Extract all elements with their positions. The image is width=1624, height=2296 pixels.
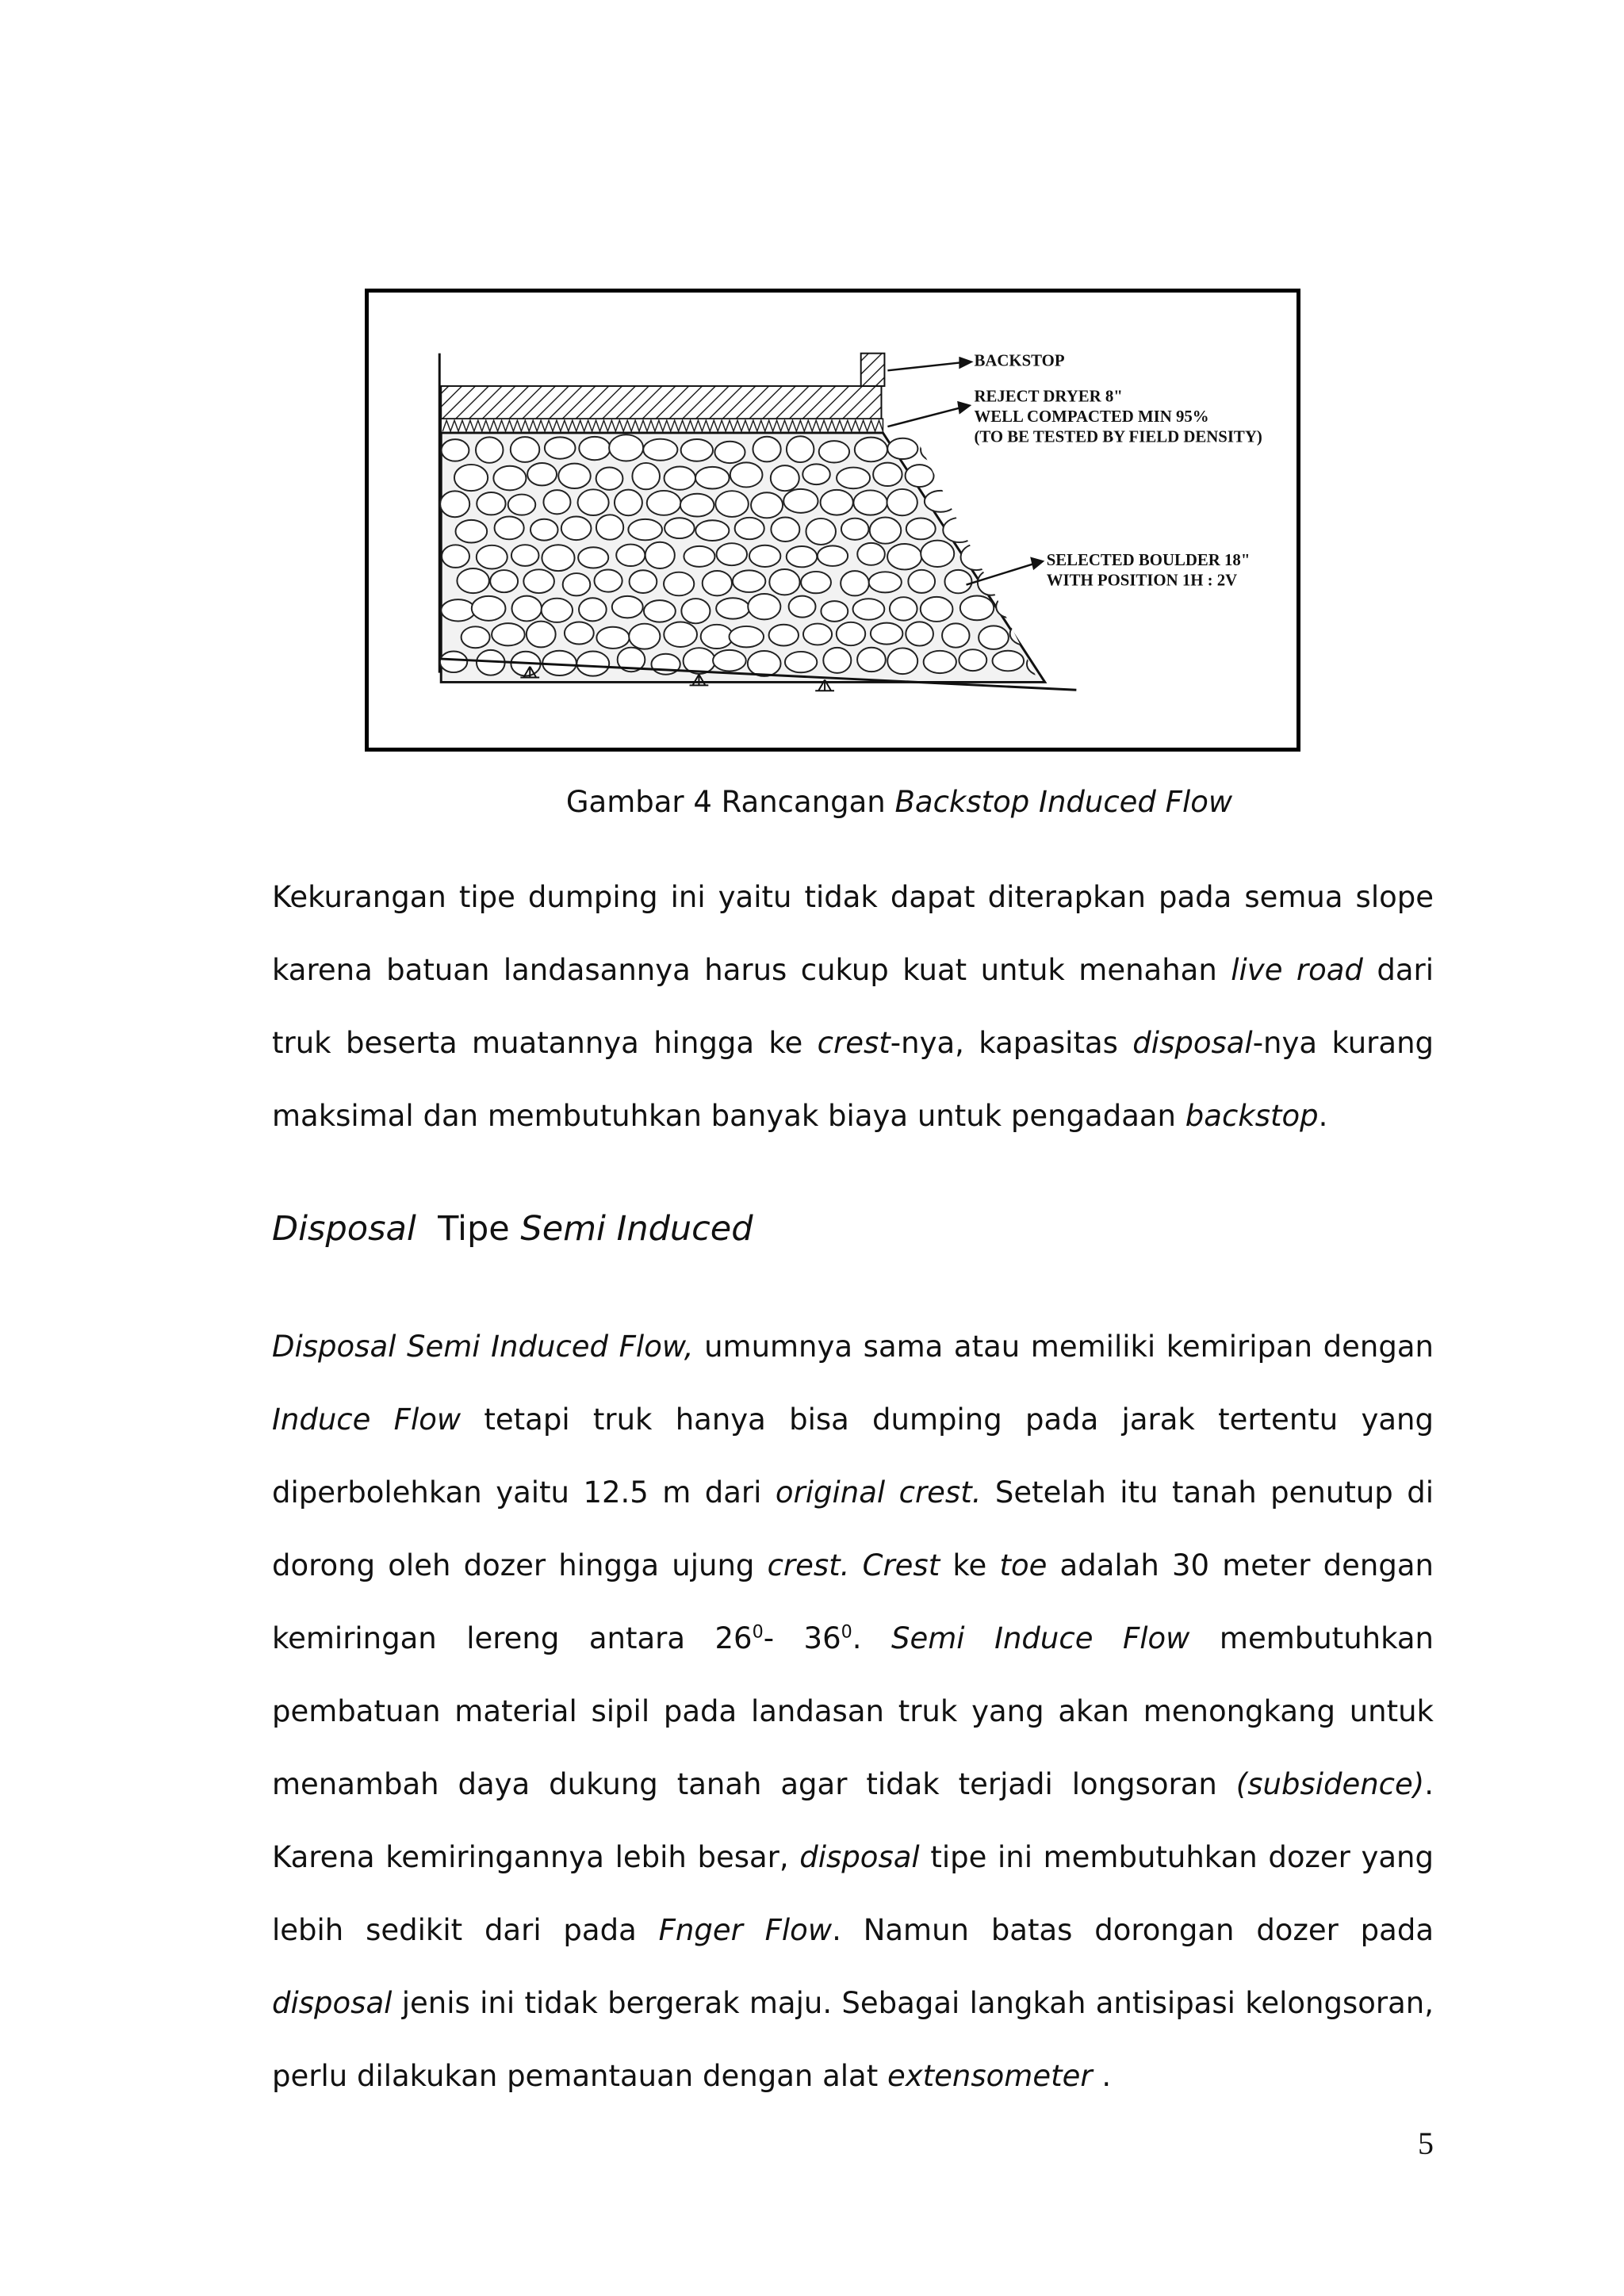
boulder-stone xyxy=(643,439,677,461)
boulder-stone xyxy=(801,572,831,593)
backstop-cross-section-diagram xyxy=(369,293,1297,748)
boulder-stone xyxy=(730,462,763,487)
boulder-stone xyxy=(454,465,488,491)
boulder-stone xyxy=(921,597,953,622)
boulder-stone xyxy=(545,437,576,458)
boulder-stone xyxy=(714,442,745,463)
boulder-stone xyxy=(730,626,764,647)
label-selected-boulder: SELECTED BOULDER 18" xyxy=(1046,552,1251,569)
boulder-stone xyxy=(733,570,765,592)
boulder-stone xyxy=(629,624,660,649)
boulder-stone xyxy=(664,622,697,647)
boulder-stone xyxy=(477,545,508,569)
boulder-stone xyxy=(1027,492,1055,516)
p1-text: . xyxy=(1318,1099,1328,1133)
p1-italic: crest xyxy=(817,1026,891,1060)
boulder-stone xyxy=(596,515,623,539)
boulder-stone xyxy=(703,571,732,595)
p2-text: . xyxy=(852,1621,892,1655)
boulder-stone xyxy=(887,438,917,459)
boulder-stone xyxy=(596,627,629,649)
boulder-stone xyxy=(440,652,467,673)
degree-superscript: 0 xyxy=(752,1621,764,1643)
boulder-stone xyxy=(579,437,610,460)
boulder-stone xyxy=(821,490,853,515)
boulder-stone xyxy=(542,545,574,571)
boulder-stone xyxy=(462,626,490,648)
boulder-stone xyxy=(565,622,594,645)
boulder-stone xyxy=(594,569,622,591)
boulder-stone xyxy=(576,652,609,676)
boulder-stone xyxy=(609,434,643,461)
boulder-stone xyxy=(802,464,830,484)
boulder-stone xyxy=(748,594,780,619)
boulder-stone xyxy=(769,569,799,595)
backstop-design-figure xyxy=(365,289,1300,752)
boulder-stone xyxy=(1028,598,1059,623)
boulder-stone xyxy=(853,490,887,515)
p2-italic: toe xyxy=(999,1548,1048,1582)
boulder-stone xyxy=(476,437,503,462)
boulder-stone xyxy=(647,491,681,515)
p2-text: . Namun batas dorongan dozer pada xyxy=(832,1913,1434,1947)
boulder-stone xyxy=(440,491,469,517)
boulder-stone xyxy=(695,467,730,489)
boulder-stone xyxy=(1014,519,1044,541)
p2-italic: disposal xyxy=(799,1840,920,1874)
boulder-stone xyxy=(543,490,570,514)
p1-text: Kekurangan tipe dumping ini yaitu tidak dapat diterapkan pada semua slope karena batuan landasannya harus cukup kuat untuk menahan xyxy=(272,880,1434,987)
boulder-stone xyxy=(558,464,591,488)
boulder-stone xyxy=(855,438,887,462)
page-number: 5 xyxy=(1418,2126,1434,2161)
boulder-stone xyxy=(998,492,1025,515)
boulder-stone xyxy=(527,463,557,485)
label-field-density: (TO BE TESTED BY FIELD DENSITY) xyxy=(974,428,1262,446)
boulder-stone xyxy=(873,463,902,486)
boulder-stone xyxy=(717,543,747,565)
boulder-stone xyxy=(993,651,1025,672)
boulder-stone xyxy=(803,624,832,645)
boulder-stone xyxy=(511,545,539,566)
boulder-stone xyxy=(823,648,851,673)
heading-italic: Semi Induced xyxy=(520,1209,753,1249)
p2-italic: disposal xyxy=(272,1986,393,2020)
boulder-stone xyxy=(472,596,506,621)
boulder-stone xyxy=(1009,573,1042,594)
boulder-stone xyxy=(870,518,902,544)
boulder-stone xyxy=(906,622,933,645)
boulder-stone xyxy=(783,489,818,513)
boulder-stone xyxy=(818,545,848,566)
boulder-stone xyxy=(887,648,917,674)
p1-italic: live road xyxy=(1231,953,1363,987)
p2-text: - 36 xyxy=(763,1621,841,1655)
boulder-stone xyxy=(716,598,749,618)
boulder-stone xyxy=(578,489,609,515)
boulder-stones xyxy=(440,434,1059,676)
boulder-stone xyxy=(944,570,971,593)
p2-text: adalah 30 meter dengan kemiringan lereng antara 26 xyxy=(272,1548,1434,1655)
boulder-stone xyxy=(979,626,1009,649)
paragraph-semi-induced xyxy=(272,1311,1434,2113)
p2-text: ke xyxy=(940,1548,1000,1582)
p2-text: tetapi truk hanya bisa dumping pada jarak tertentu yang diperbolehkan yaitu 12.5 m dari xyxy=(272,1402,1434,1510)
boulder-stone xyxy=(921,438,952,462)
boulder-stone xyxy=(511,437,540,462)
boulder-stone xyxy=(925,491,956,512)
p2-italic: (subsidence) xyxy=(1235,1767,1425,1801)
boulder-stone xyxy=(749,545,780,567)
p2-text: jenis ini tidak bergerak maju. Sebagai langkah antisipasi kelongsoran, perlu dilakukan pemantauan dengan alat xyxy=(272,1986,1434,2093)
boulder-stone xyxy=(785,652,817,672)
boulder-stone xyxy=(695,520,729,541)
p2-italic: Fnger Flow xyxy=(658,1913,833,1947)
boulder-stone xyxy=(1013,464,1040,489)
boulder-stone xyxy=(869,572,902,592)
boulder-stone xyxy=(769,625,799,646)
boulder-stone xyxy=(644,600,676,622)
p2-italic: Semi Induce Flow xyxy=(891,1621,1190,1655)
p2-italic: Disposal Semi Induced Flow, xyxy=(272,1330,694,1364)
boulder-stone xyxy=(664,572,694,596)
boulder-stone xyxy=(990,545,1021,565)
p1-text: -nya kurang maksimal dan membutuhkan banyak biaya untuk pengadaan xyxy=(272,1026,1434,1133)
boulder-stone xyxy=(753,437,780,462)
boulder-stone xyxy=(508,495,536,515)
p2-italic: Induce Flow xyxy=(272,1402,462,1437)
p1-italic: backstop xyxy=(1185,1099,1319,1133)
figure-caption xyxy=(87,780,1624,825)
boulder-stone xyxy=(441,599,475,621)
paragraph-drawbacks xyxy=(272,861,1434,1153)
boulder-stone xyxy=(578,547,608,568)
boulder-stone xyxy=(680,494,714,517)
boulder-stone xyxy=(665,518,695,538)
boulder-stone xyxy=(806,519,836,545)
boulder-stone xyxy=(944,465,972,485)
boulder-stone xyxy=(477,492,505,515)
boulder-stone xyxy=(645,542,675,568)
p2-italic: original crest. xyxy=(775,1475,982,1510)
boulder-stone xyxy=(821,601,848,622)
degree-superscript: 0 xyxy=(841,1621,852,1643)
boulder-stone xyxy=(837,622,865,645)
boulder-stone xyxy=(495,516,524,539)
boulder-stone xyxy=(442,439,469,461)
boulder-stone xyxy=(841,571,869,595)
p1-italic: disposal xyxy=(1132,1026,1253,1060)
boulder-stone xyxy=(921,541,954,567)
boulder-stone xyxy=(456,520,488,543)
boulder-stone xyxy=(887,489,917,515)
p2-text: . Karena kemiringannya lebih besar, xyxy=(272,1767,1434,1874)
boulder-stone xyxy=(530,519,558,541)
boulder-stone xyxy=(561,517,592,541)
boulder-stone xyxy=(853,599,885,619)
section-heading xyxy=(272,1205,753,1253)
boulder-stone xyxy=(841,519,869,540)
boulder-stone xyxy=(959,649,986,671)
boulder-stone xyxy=(960,595,994,620)
boulder-stone xyxy=(906,519,936,540)
boulder-stone xyxy=(819,441,849,462)
boulder-stone xyxy=(977,464,1007,484)
p2-text: umumnya sama atau memiliki kemiripan dengan xyxy=(693,1330,1434,1364)
boulder-stone xyxy=(961,544,992,570)
boulder-stone xyxy=(612,596,643,618)
label-backstop: BACKSTOP xyxy=(974,352,1065,370)
caption-text: Gambar 4 Rancangan xyxy=(565,785,895,819)
boulder-stone xyxy=(628,519,662,540)
p2-text: tipe ini membutuhkan dozer yang lebih sedikit dari pada xyxy=(272,1840,1434,1947)
p2-italic: extensometer xyxy=(887,2059,1093,2093)
boulder-stone xyxy=(1010,622,1044,646)
p2-italic: crest. Crest xyxy=(767,1548,940,1582)
boulder-stone xyxy=(632,463,660,489)
boulder-stone xyxy=(976,518,1004,542)
boulder-stone xyxy=(596,467,623,489)
boulder-stone xyxy=(871,623,903,645)
boulder-stone xyxy=(924,651,956,673)
boulder-stone xyxy=(943,518,976,542)
boulder-stone xyxy=(563,573,591,595)
boulder-stone xyxy=(787,436,814,462)
heading-text: Tipe xyxy=(416,1209,521,1249)
label-well-compacted: WELL COMPACTED MIN 95% xyxy=(974,408,1209,427)
boulder-stone xyxy=(771,518,799,541)
boulder-stone xyxy=(748,651,781,676)
boulder-stone xyxy=(457,568,488,593)
boulder-stone xyxy=(908,570,935,593)
boulder-stone xyxy=(890,597,917,620)
reject-dryer-layer xyxy=(441,386,881,419)
boulder-stone xyxy=(857,648,886,672)
p2-text: membutuhkan pembatuan material sipil pada landasan truk yang akan menongkang untuk menambah daya dukung tanah agar tidak terjadi longsoran xyxy=(272,1621,1434,1801)
backstop-block xyxy=(861,354,885,386)
boulder-stone xyxy=(681,599,710,623)
p2-text: . xyxy=(1092,2059,1112,2093)
boulder-stone xyxy=(684,546,714,567)
label-reject-dryer: REJECT DRYER 8" xyxy=(974,388,1123,406)
boulder-stone xyxy=(857,543,885,565)
boulder-stone xyxy=(996,595,1024,618)
boulder-stone xyxy=(837,468,870,489)
boulder-stone xyxy=(789,596,816,618)
boulder-stone xyxy=(492,623,525,645)
boulder-stone xyxy=(701,625,733,649)
boulder-stone xyxy=(493,466,526,491)
boulder-stone xyxy=(906,465,934,487)
boulder-stone xyxy=(713,650,746,672)
boulder-stone xyxy=(542,599,573,622)
boulder-stone xyxy=(579,598,607,621)
boulder-stone xyxy=(735,518,764,539)
boulder-stone xyxy=(616,545,645,566)
boulder-stone xyxy=(527,622,556,648)
boulder-stone xyxy=(511,596,542,622)
caption-italic: Backstop Induced Flow xyxy=(894,785,1233,819)
boulder-stone xyxy=(771,465,799,491)
boulder-stone xyxy=(887,544,921,569)
label-position: WITH POSITION 1H : 2V xyxy=(1046,572,1238,590)
boulder-stone xyxy=(942,623,969,647)
boulder-stone xyxy=(523,569,554,593)
p1-text: dari truk beserta muatannya hingga ke xyxy=(272,953,1434,1060)
heading-italic: Disposal xyxy=(272,1209,416,1249)
boulder-stone xyxy=(958,493,987,514)
p1-text: -nya, kapasitas xyxy=(890,1026,1133,1060)
p2-text: Setelah itu tanah penutup di dorong oleh dozer hingga ujung xyxy=(272,1475,1434,1582)
boulder-stone xyxy=(490,570,518,592)
boulder-stone xyxy=(751,492,783,518)
boulder-stone xyxy=(715,491,749,517)
boulder-stone xyxy=(442,545,469,568)
boulder-stone xyxy=(615,490,642,516)
boulder-stone xyxy=(681,439,713,461)
boulder-stone xyxy=(787,546,818,567)
boulder-stone xyxy=(665,467,696,490)
boulder-stone xyxy=(630,570,657,593)
